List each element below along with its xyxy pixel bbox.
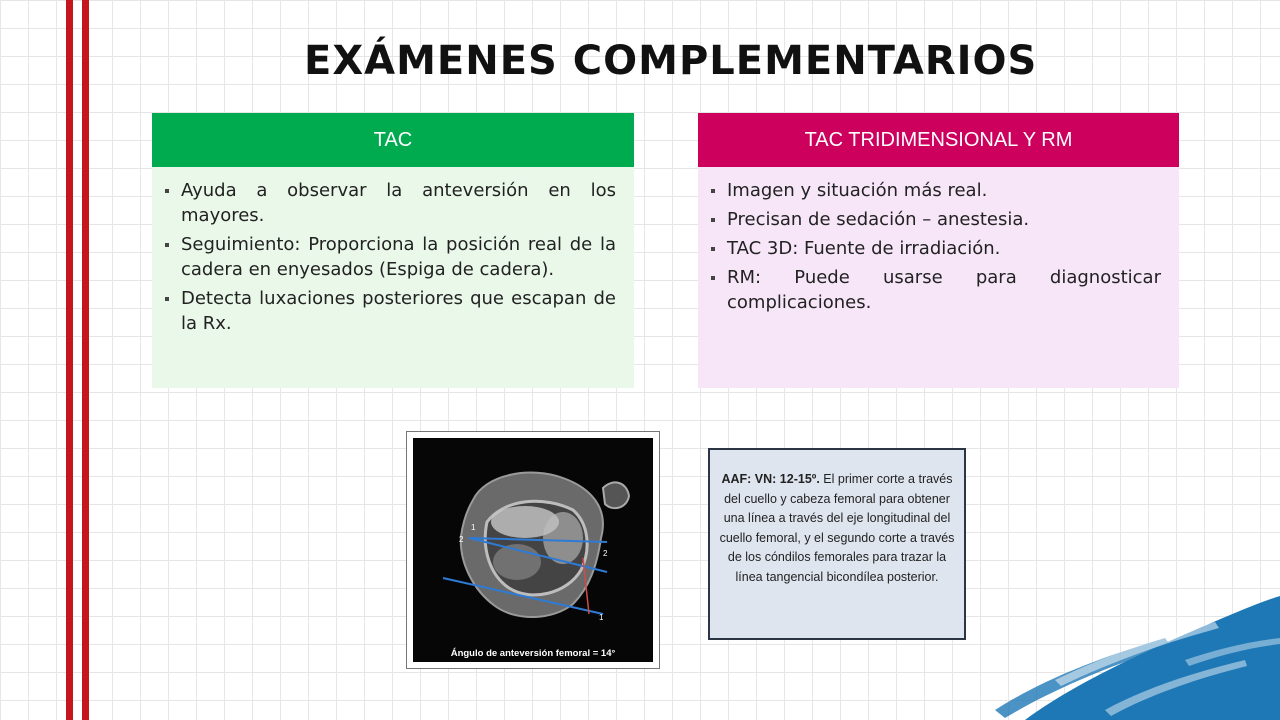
bullet-icon (165, 297, 169, 301)
tac-card (152, 113, 634, 388)
bullet-icon (711, 218, 715, 222)
list-item-text: Seguimiento: Proporciona la posición real de la cadera en enyesados (Espiga de cadera). (181, 234, 616, 280)
bullet-icon (711, 247, 715, 251)
ct-scan-graphic (413, 438, 653, 662)
ct-caption: Ángulo de anteversión femoral = 14° (450, 648, 616, 659)
left-red-stripe-inner (82, 0, 89, 720)
ct-marker: 1 (471, 523, 476, 532)
list-item (710, 265, 1161, 315)
list-item (164, 178, 616, 228)
ct-marker: 2 (603, 549, 608, 558)
tac3d-rm-list (698, 167, 1179, 315)
tac-list (152, 167, 634, 336)
bullet-icon (711, 276, 715, 280)
ct-scan-image (406, 431, 660, 669)
ct-marker: 2 (459, 535, 464, 544)
note-box (708, 448, 966, 640)
list-item-text: Detecta luxaciones posteriores que escapan de la Rx. (181, 288, 616, 334)
left-red-stripe (66, 0, 73, 720)
list-item-text: TAC 3D: Fuente de irradiación. (727, 238, 1001, 259)
bullet-icon (711, 189, 715, 193)
bullet-icon (165, 243, 169, 247)
blue-brush-decoration (985, 560, 1280, 720)
ct-marker: 1 (599, 613, 604, 622)
list-item (710, 178, 1161, 203)
list-item-text: Imagen y situación más real. (727, 180, 988, 201)
list-item-text: Precisan de sedación – anestesia. (727, 209, 1030, 230)
list-item (710, 236, 1161, 261)
list-item (710, 207, 1161, 232)
slide-title: EXÁMENES COMPLEMENTARIOS (304, 38, 1038, 84)
tac-card-header: TAC (152, 113, 634, 167)
list-item (164, 232, 616, 282)
note-text: El primer corte a través del cuello y cabeza femoral para obtener una línea a través del eje longitudinal del cuello femoral, y el segundo corte a través de los cóndilos femorales para trazar la línea tangencial bicondílea posterior. (719, 472, 955, 584)
tac3d-rm-card-header: TAC TRIDIMENSIONAL Y RM (698, 113, 1179, 167)
bullet-icon (165, 189, 169, 193)
list-item-text: Ayuda a observar la anteversión en los mayores. (181, 180, 616, 226)
note-bold: AAF: VN: 12-15º. (721, 472, 820, 486)
tac3d-rm-card (698, 113, 1179, 388)
list-item (164, 286, 616, 336)
list-item-text: RM: Puede usarse para diagnosticar complicaciones. (727, 267, 1161, 313)
